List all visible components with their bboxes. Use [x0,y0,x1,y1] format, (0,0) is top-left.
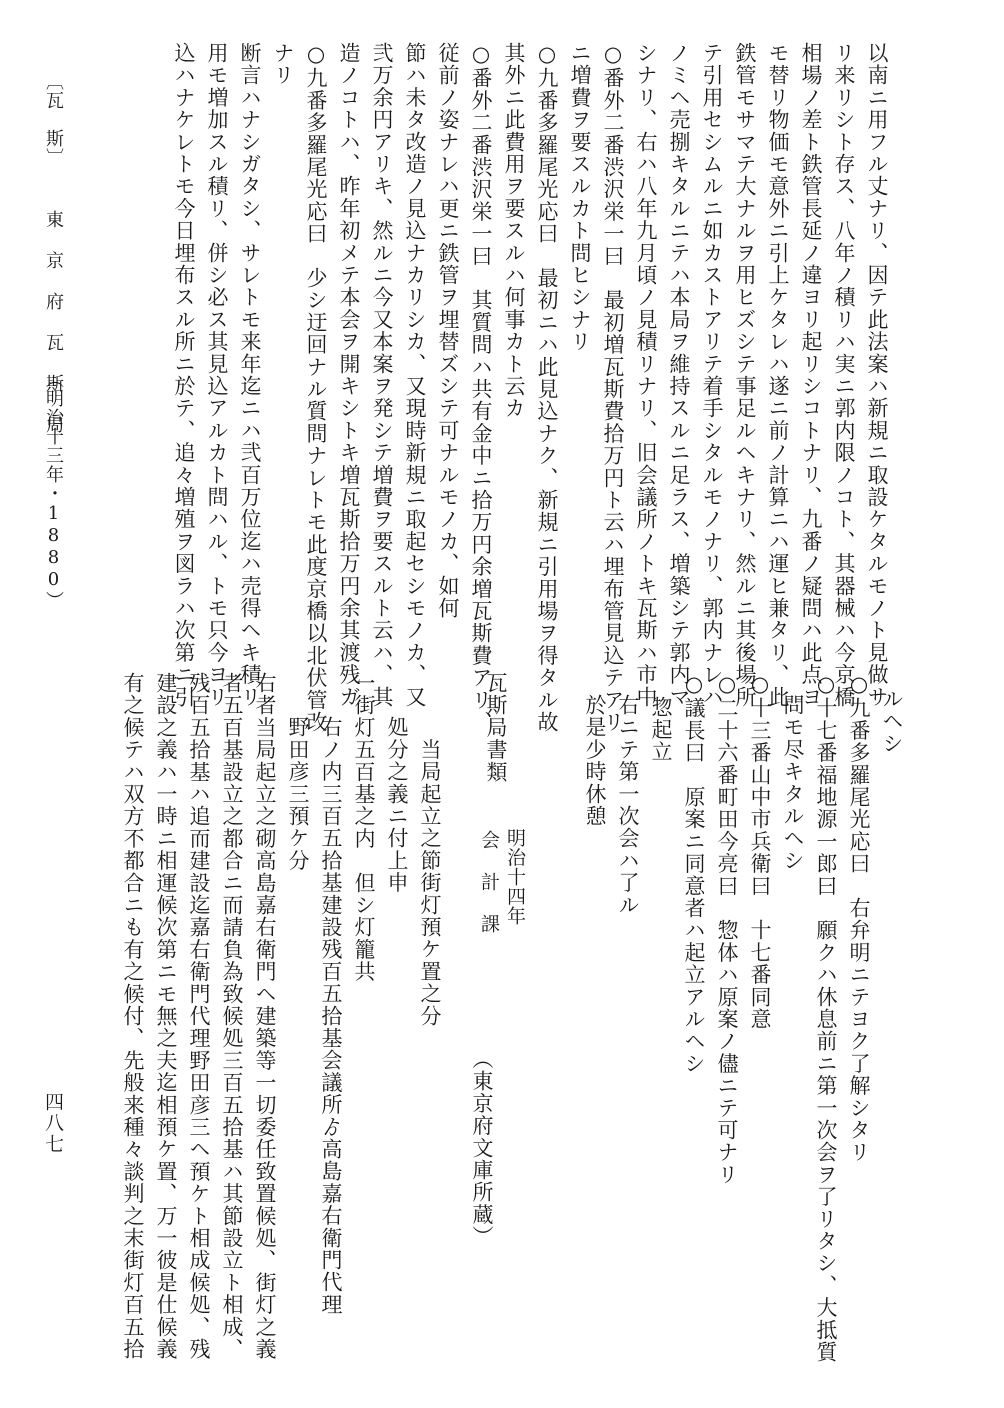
text-column-upper-20: 相場ノ差ト鉄管長延ノ違ヨリ起リシコトナリ、九番ノ疑問ハ此点ヨ [799,42,823,708]
date-note: 明治十四年 [504,828,526,926]
text-column-upper-17: テ引用セシムルニ如カストアリテ着手シタルモノナリ、郭内ナレハ [700,42,724,708]
text-column-upper-10: ○番外二番渋沢栄一曰 其質問ハ共有金中ニ拾万円余増瓦斯費アリ、 [469,42,493,734]
text-column-lower-21: 者五百基設立之都合ニ而請負為致候処三百五拾基ハ其節設立ト相成、 [220,672,244,1361]
page-number: 四八七 [42,1092,64,1155]
text-column-upper-11: 其外ニ此費用ヲ要スルハ何事カト云カ [502,42,526,420]
text-column-lower-17: 一街灯五百基之内 但シ灯籠共 [352,672,376,983]
text-column-lower-4: 問モ尽キタルヘシ [781,694,805,872]
text-column-lower-7: ○議長曰 原案ニ同意者ハ起立アルヘシ [682,672,706,1075]
text-column-lower-9: 右ニテ第一次会ハ了ル [616,694,640,916]
text-column-upper-2: 用モ増加スル積リ、併シ必ス其見込アルカト問ハル、トモ只今ヨリ [205,42,229,708]
text-column-lower-19: 野田彦三預ケ分 [286,694,310,872]
text-column-upper-13: ニ増費ヲ要スルカト問ヒシナリ [568,42,592,353]
text-column-lower-20: 右者当局起立之砌高島嘉右衛門ヘ建築等一切委任致置候処、街灯之義 [253,672,277,1361]
department-note: 会 計 課 [478,830,500,934]
archive-note: （東京府文庫所蔵） [470,1048,494,1248]
text-column-lower-16: 処分之義ニ付上申 [385,694,409,894]
text-column-lower-3: ○十七番福地源一郎曰 願クハ休息前ニ第一次会ヲ了リタシ、大抵質 [814,672,838,1364]
text-column-lower-22: 残百五拾基ハ追而建設迄嘉右衛門代理野田彦三ヘ預ケト相成候処、残 [187,672,211,1361]
text-column-upper-18: 鉄管モサマテ大ナルヲ用ヒズシテ事足ルヘキナリ、然ルニ其後場所 [733,42,757,708]
footer-era: （明治十三年・1880） [43,370,64,610]
text-column-lower-5: ○十三番山中市兵衛曰 十七番同意 [748,672,772,1031]
text-column-lower-8: 惣起立 [649,674,673,763]
text-column-upper-3: 断言ハナシガタシ、サレトモ来年迄ニハ弐百万位迄ハ売得ヘキ積リ [238,42,262,708]
text-column-upper-5: ○九番多羅尾光応曰 少シ迂回ナル質問ナレトモ此度京橋以北伏管改 [304,42,328,734]
footer-publisher: 東 京 府 瓦 斯 局 [43,210,64,434]
text-column-upper-8: 節ハ未タ改造ノ見込ナカリシカ、又現時新規ニ取起セシモノカ、又 [403,42,427,708]
text-column-upper-19: モ替リ物価モ意外ニ引上ケタレハ遂ニ前ノ計算ニハ運ヒ兼タリ、此 [766,42,790,708]
text-column-lower-24: 有之候テハ双方不都合ニも有之候付、先般来種々談判之末街灯百五拾 [121,672,145,1361]
section-heading-gas-documents: 瓦斯局書類 [484,672,508,783]
text-column-lower-23: 建設之義ハ一時ニ相運候次第ニモ無之夫迄相預ケ置、万一彼是仕候義 [154,672,178,1361]
footer-category: 〔瓦 斯〕 [43,72,64,167]
text-column-upper-4: ナリ [271,42,295,87]
text-column-lower-2: ○九番多羅尾光応曰 右弁明ニテヨク了解シタリ [847,672,871,1164]
text-column-lower-10: 於是少時休憩 [583,694,607,828]
text-column-upper-14: ○番外二番渋沢栄一曰 最初増瓦斯費拾万円ト云ハ埋布管見込テアリ [601,42,625,734]
text-column-lower-6: ○二十六番町田今亮曰 惣体ハ原案ノ儘ニテ可ナリ [715,672,739,1186]
text-column-upper-15: シナリ、右ハ八年九月頃ノ見積リナリ、旧会議所ノトキ瓦斯ハ市中 [634,42,658,708]
text-column-upper-9: 従前ノ姿ナレハ更ニ鉄管ヲ埋替ズシテ可ナルモノカ、如何 [436,42,460,620]
text-column-lower-1: ルヘシ [880,688,904,755]
text-column-lower-15: 当局起立之節街灯預ケ置之分 [418,694,442,1027]
text-column-upper-22: 以南ニ用フル丈ナリ、因テ此法案ハ新規ニ取設ケタルモノト見做サ [865,42,889,708]
text-column-upper-12: ○九番多羅尾光応曰 最初ニハ此見込ナク、新規ニ引用場ヲ得タル故 [535,42,559,734]
text-column-lower-18: 右ノ内三百五拾基建設残百五拾基会議所ゟ高島嘉右衛門代理 [319,694,343,1316]
text-column-upper-7: 弐万余円アリキ、然ルニ今又本案ヲ発シテ増費ヲ要スルト云ハ、其 [370,42,394,708]
text-column-upper-1: 込ハナケレトモ今日埋布スル所ニ於テ、追々増殖ヲ図ラハ次第ニ引 [172,42,196,708]
text-column-upper-16: ノミヘ売捌キタルニテハ本局ヲ維持スルニ足ラス、増築シテ郭内マ [667,42,691,709]
text-column-upper-21: リ来リシト存ス、八年ノ積リハ実ニ郭内限ノコト、其器械ハ今京橋 [832,42,856,708]
text-column-upper-6: 造ノコトハ、昨年初メテ本会ヲ開キシトキ増瓦斯拾万円余其渡残ガ [337,42,361,708]
